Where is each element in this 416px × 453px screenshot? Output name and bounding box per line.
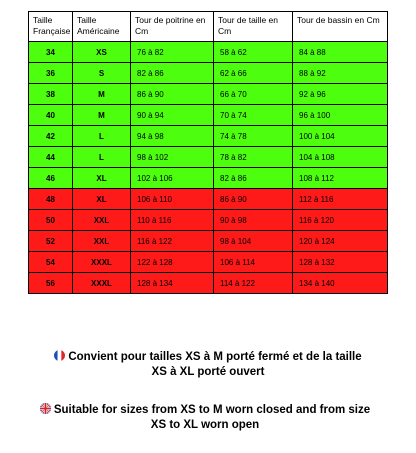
cell-hip: 120 à 124 xyxy=(293,231,388,252)
cell-us-size: XXXL xyxy=(73,252,131,273)
cell-chest: 110 à 116 xyxy=(131,210,214,231)
french-note-line2: XS à XL porté ouvert xyxy=(151,366,265,378)
table-row xyxy=(29,84,388,105)
cell-hip: 128 à 132 xyxy=(293,252,388,273)
header-chest: Tour de poitrine en Cm xyxy=(131,12,214,42)
cell-chest: 98 à 102 xyxy=(131,147,214,168)
english-note-line1: Suitable for sizes from XS to M worn closed and from size xyxy=(53,404,371,416)
cell-french-size: 50 xyxy=(29,210,73,231)
table-row xyxy=(29,210,388,231)
table-row xyxy=(29,252,388,273)
cell-french-size: 48 xyxy=(29,189,73,210)
cell-waist: 70 à 74 xyxy=(214,105,293,126)
table-row xyxy=(29,126,388,147)
cell-french-size: 34 xyxy=(29,42,73,63)
cell-chest: 82 à 86 xyxy=(131,63,214,84)
cell-us-size: L xyxy=(73,126,131,147)
cell-us-size: XL xyxy=(73,189,131,210)
cell-waist: 74 à 78 xyxy=(214,126,293,147)
cell-hip: 100 à 104 xyxy=(293,126,388,147)
table-row xyxy=(29,42,388,63)
cell-waist: 114 à 122 xyxy=(214,273,293,294)
cell-us-size: XS xyxy=(73,42,131,63)
english-note-line2: XS to XL worn open xyxy=(150,419,260,431)
french-note-line1: Convient pour tailles XS à M porté fermé et de la taille xyxy=(68,351,362,363)
cell-waist: 82 à 86 xyxy=(214,168,293,189)
cell-french-size: 42 xyxy=(29,126,73,147)
cell-waist: 106 à 114 xyxy=(214,252,293,273)
cell-french-size: 44 xyxy=(29,147,73,168)
table-row xyxy=(29,231,388,252)
cell-chest: 86 à 90 xyxy=(131,84,214,105)
cell-us-size: XXL xyxy=(73,231,131,252)
cell-us-size: L xyxy=(73,147,131,168)
cell-us-size: M xyxy=(73,84,131,105)
table-row xyxy=(29,147,388,168)
cell-french-size: 40 xyxy=(29,105,73,126)
size-chart-table xyxy=(28,11,388,294)
cell-waist: 62 à 66 xyxy=(214,63,293,84)
table-header-row xyxy=(29,12,388,42)
cell-chest: 76 à 82 xyxy=(131,42,214,63)
cell-french-size: 54 xyxy=(29,252,73,273)
header-waist: Tour de taille en Cm xyxy=(214,12,293,42)
cell-chest: 122 à 128 xyxy=(131,252,214,273)
cell-waist: 58 à 62 xyxy=(214,42,293,63)
french-note xyxy=(30,350,386,380)
cell-chest: 128 à 134 xyxy=(131,273,214,294)
cell-chest: 116 à 122 xyxy=(131,231,214,252)
cell-hip: 96 à 100 xyxy=(293,105,388,126)
cell-hip: 88 à 92 xyxy=(293,63,388,84)
cell-us-size: XXL xyxy=(73,210,131,231)
cell-waist: 98 à 104 xyxy=(214,231,293,252)
cell-waist: 66 à 70 xyxy=(214,84,293,105)
header-us-size: Taille Américaine xyxy=(73,12,131,42)
cell-chest: 106 à 110 xyxy=(131,189,214,210)
english-note xyxy=(20,403,390,433)
cell-us-size: S xyxy=(73,63,131,84)
cell-hip: 108 à 112 xyxy=(293,168,388,189)
cell-french-size: 38 xyxy=(29,84,73,105)
cell-us-size: XXXL xyxy=(73,273,131,294)
cell-waist: 78 à 82 xyxy=(214,147,293,168)
cell-french-size: 56 xyxy=(29,273,73,294)
cell-hip: 116 à 120 xyxy=(293,210,388,231)
cell-us-size: XL xyxy=(73,168,131,189)
cell-chest: 102 à 106 xyxy=(131,168,214,189)
header-hip: Tour de bassin en Cm xyxy=(293,12,388,42)
table-row xyxy=(29,63,388,84)
cell-french-size: 36 xyxy=(29,63,73,84)
cell-chest: 90 à 94 xyxy=(131,105,214,126)
header-french-size: Taille Française xyxy=(29,12,73,42)
uk-flag-icon xyxy=(40,403,51,414)
cell-hip: 92 à 96 xyxy=(293,84,388,105)
cell-hip: 134 à 140 xyxy=(293,273,388,294)
table-row xyxy=(29,168,388,189)
cell-hip: 84 à 88 xyxy=(293,42,388,63)
cell-waist: 86 à 90 xyxy=(214,189,293,210)
cell-french-size: 52 xyxy=(29,231,73,252)
cell-hip: 104 à 108 xyxy=(293,147,388,168)
table-row xyxy=(29,273,388,294)
table-row xyxy=(29,189,388,210)
cell-waist: 90 à 98 xyxy=(214,210,293,231)
cell-hip: 112 à 116 xyxy=(293,189,388,210)
cell-us-size: M xyxy=(73,105,131,126)
cell-chest: 94 à 98 xyxy=(131,126,214,147)
table-row xyxy=(29,105,388,126)
cell-french-size: 46 xyxy=(29,168,73,189)
france-flag-icon xyxy=(54,350,65,361)
